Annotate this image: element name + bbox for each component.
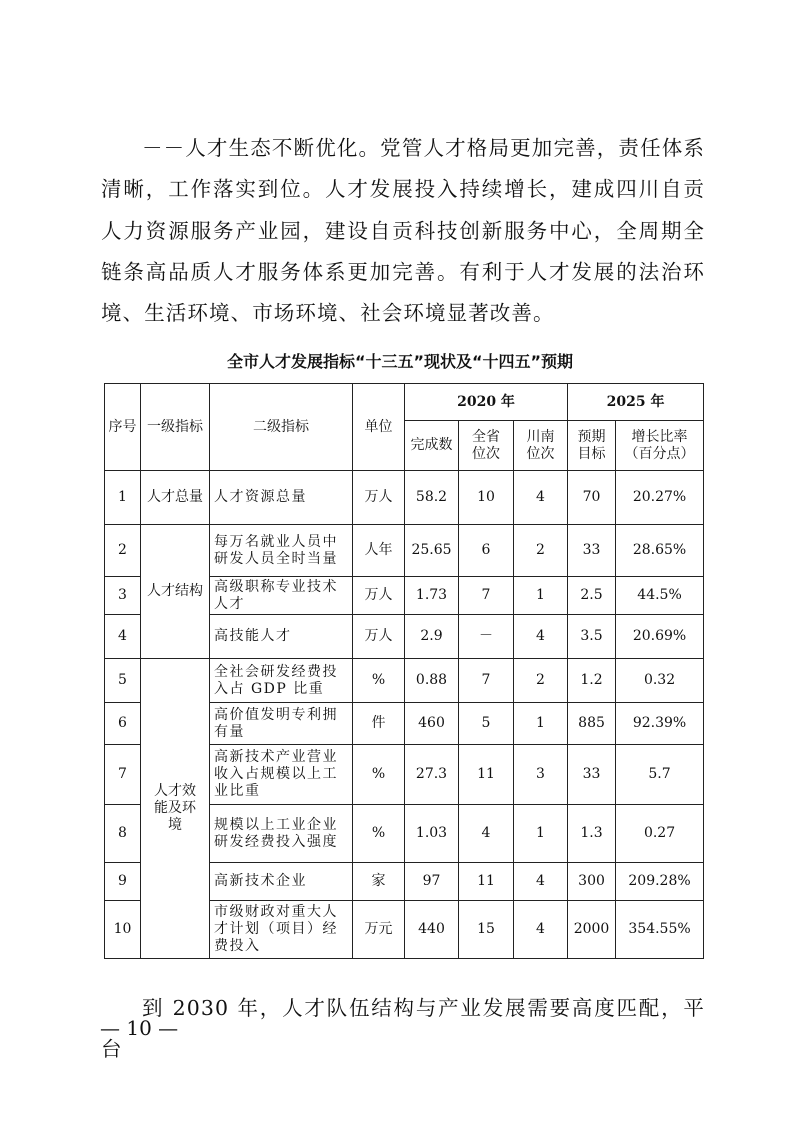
row-growth: 354.55% [616, 901, 704, 959]
row-growth: 0.32 [616, 659, 704, 703]
row-completed: 25.65 [405, 525, 459, 577]
row-chuannan: 1 [514, 577, 568, 615]
row-seq: 9 [105, 863, 141, 901]
row-seq: 3 [105, 577, 141, 615]
row-target: 33 [568, 525, 616, 577]
outro-paragraph [101, 988, 705, 1071]
row-name: 高技能人才 [210, 615, 353, 659]
header-growth: 增长比率（百分点） [616, 421, 704, 471]
group-label: 人才效能及环境 [141, 659, 210, 959]
row-target: 70 [568, 471, 616, 525]
row-unit: 件 [353, 703, 405, 745]
row-unit: 家 [353, 863, 405, 901]
indicator-table [104, 383, 704, 959]
row-unit: 万人 [353, 615, 405, 659]
row-chuannan: 2 [514, 525, 568, 577]
row-completed: 27.3 [405, 745, 459, 805]
row-name: 市级财政对重大人才计划（项目）经费投入 [210, 901, 353, 959]
row-chuannan: 4 [514, 471, 568, 525]
header-level1: 一级指标 [141, 384, 210, 471]
row-completed: 460 [405, 703, 459, 745]
row-completed: 1.03 [405, 805, 459, 863]
row-seq: 6 [105, 703, 141, 745]
row-target: 3.5 [568, 615, 616, 659]
outro-text: 到 2030 年，人才队伍结构与产业发展需要高度匹配，平台 [101, 996, 705, 1062]
row-name: 高新技术产业营业收入占规模以上工业比重 [210, 745, 353, 805]
row-province: － [459, 615, 514, 659]
intro-paragraph [101, 128, 705, 334]
row-unit: % [353, 805, 405, 863]
group-label: 人才总量 [141, 471, 210, 525]
row-growth: 28.65% [616, 525, 704, 577]
row-province: 10 [459, 471, 514, 525]
row-name: 每万名就业人员中研发人员全时当量 [210, 525, 353, 577]
header-chuannan-rank: 川南位次 [514, 421, 568, 471]
header-target: 预期目标 [568, 421, 616, 471]
row-chuannan: 4 [514, 863, 568, 901]
header-province-rank: 全省位次 [459, 421, 514, 471]
table-row [105, 659, 704, 703]
row-completed: 0.88 [405, 659, 459, 703]
table-title: 全市人才发展指标“十三五”现状及“十四五”预期 [226, 352, 574, 371]
row-unit: % [353, 659, 405, 703]
row-chuannan: 4 [514, 615, 568, 659]
row-growth: 0.27 [616, 805, 704, 863]
row-seq: 8 [105, 805, 141, 863]
row-seq: 2 [105, 525, 141, 577]
row-name: 高级职称专业技术人才 [210, 577, 353, 615]
row-name: 人才资源总量 [210, 471, 353, 525]
header-row-1 [105, 384, 704, 421]
row-completed: 97 [405, 863, 459, 901]
header-2020: 2020 年 [405, 384, 568, 421]
row-province: 7 [459, 577, 514, 615]
row-name: 规模以上工业企业研发经费投入强度 [210, 805, 353, 863]
row-province: 7 [459, 659, 514, 703]
group-label: 人才结构 [141, 525, 210, 659]
row-chuannan: 1 [514, 703, 568, 745]
row-growth: 92.39% [616, 703, 704, 745]
row-chuannan: 4 [514, 901, 568, 959]
row-target: 1.2 [568, 659, 616, 703]
row-province: 4 [459, 805, 514, 863]
row-chuannan: 1 [514, 805, 568, 863]
page-number: — 10 — [100, 1016, 179, 1040]
row-growth: 20.69% [616, 615, 704, 659]
header-seq: 序号 [105, 384, 141, 471]
row-target: 1.3 [568, 805, 616, 863]
row-growth: 20.27% [616, 471, 704, 525]
row-seq: 7 [105, 745, 141, 805]
row-completed: 2.9 [405, 615, 459, 659]
header-2025: 2025 年 [568, 384, 704, 421]
row-province: 11 [459, 863, 514, 901]
row-growth: 5.7 [616, 745, 704, 805]
row-growth: 209.28% [616, 863, 704, 901]
row-unit: 人年 [353, 525, 405, 577]
header-unit: 单位 [353, 384, 405, 471]
row-target: 2.5 [568, 577, 616, 615]
row-completed: 58.2 [405, 471, 459, 525]
table-row [105, 525, 704, 577]
row-seq: 1 [105, 471, 141, 525]
row-completed: 1.73 [405, 577, 459, 615]
table-row [105, 471, 704, 525]
row-target: 885 [568, 703, 616, 745]
row-name: 高价值发明专利拥有量 [210, 703, 353, 745]
row-growth: 44.5% [616, 577, 704, 615]
row-target: 33 [568, 745, 616, 805]
row-province: 11 [459, 745, 514, 805]
row-unit: % [353, 745, 405, 805]
header-completed: 完成数 [405, 421, 459, 471]
row-chuannan: 3 [514, 745, 568, 805]
row-unit: 万人 [353, 577, 405, 615]
row-unit: 万元 [353, 901, 405, 959]
header-level2: 二级指标 [210, 384, 353, 471]
row-target: 300 [568, 863, 616, 901]
row-unit: 万人 [353, 471, 405, 525]
row-chuannan: 2 [514, 659, 568, 703]
row-province: 6 [459, 525, 514, 577]
row-completed: 440 [405, 901, 459, 959]
intro-text: －－人才生态不断优化。党管人才格局更加完善，责任体系清晰，工作落实到位。人才发展投入持续增长，建成四川自贡人力资源服务产业园，建设自贡科技创新服务中心，全周期全链条高品质人才服务体系更加完善。有利于人才发展的法治环境、生活环境、市场环境、社会环境显著改善。 [101, 136, 705, 326]
row-province: 15 [459, 901, 514, 959]
row-target: 2000 [568, 901, 616, 959]
row-seq: 5 [105, 659, 141, 703]
row-province: 5 [459, 703, 514, 745]
row-name: 全社会研发经费投入占 GDP 比重 [210, 659, 353, 703]
row-name: 高新技术企业 [210, 863, 353, 901]
row-seq: 4 [105, 615, 141, 659]
row-seq: 10 [105, 901, 141, 959]
